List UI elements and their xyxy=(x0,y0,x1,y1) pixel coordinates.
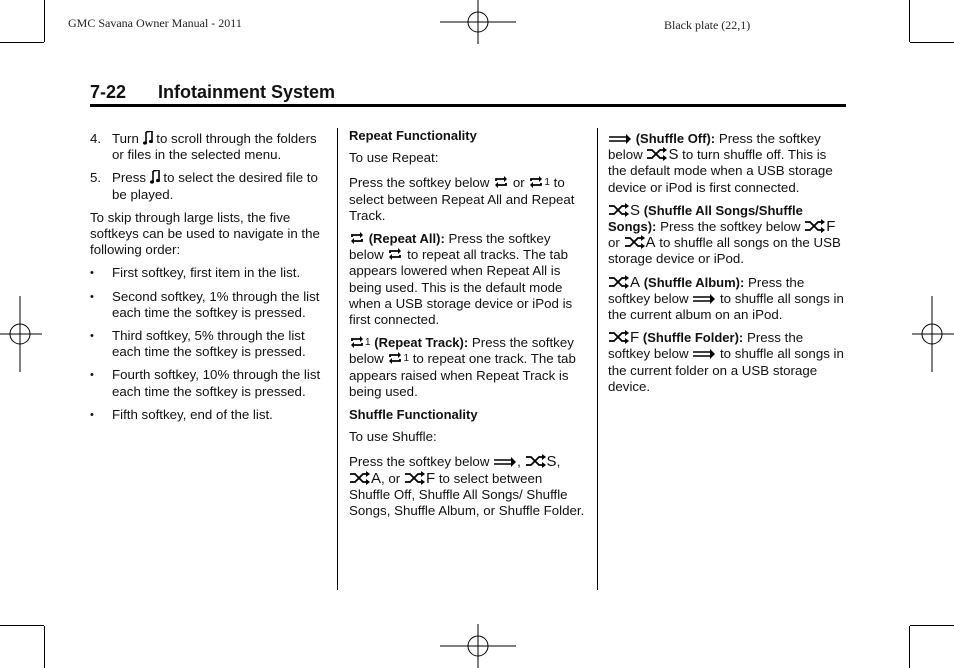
step-text-post: to scroll through the folders or files in the selected menu. xyxy=(112,131,317,163)
plate-label: Black plate (22,1) xyxy=(664,18,751,32)
step-number: 5. xyxy=(90,170,102,186)
registration-mark xyxy=(440,0,516,44)
text: or xyxy=(608,235,620,251)
bullet-icon: • xyxy=(90,330,94,343)
shuffle-album-icon xyxy=(624,235,656,251)
to-use-shuffle: To use Shuffle: xyxy=(349,429,437,445)
crop-mark xyxy=(909,0,910,42)
text: , xyxy=(517,454,521,470)
bullet-icon: • xyxy=(90,369,94,382)
text: to select between Shuffle Off, Shuffle All Songs/ Shuffle Songs, Shuffle Album, or Shuffle Folder. xyxy=(349,470,585,519)
step-4 xyxy=(90,131,328,163)
list-item-text: Second softkey, 1% through the list each time the softkey is pressed. xyxy=(112,288,320,320)
music-note-icon xyxy=(143,131,153,145)
section-title: Infotainment System xyxy=(158,82,336,102)
repeat-one-icon xyxy=(528,175,550,191)
shuffle-instructions xyxy=(349,454,587,519)
shuffle-off-icon xyxy=(692,346,716,360)
text: Press the softkey below xyxy=(349,231,551,263)
shuffle-folder-paragraph xyxy=(608,330,848,395)
list-item xyxy=(90,265,328,281)
step-text-pre: Press xyxy=(112,170,146,186)
text: Press the softkey below xyxy=(608,330,804,362)
step-text xyxy=(112,131,328,163)
column-divider xyxy=(597,128,598,590)
registration-mark xyxy=(0,296,42,372)
shuffle-songs-icon xyxy=(608,203,640,219)
section-header xyxy=(90,80,846,107)
list-item xyxy=(90,407,328,423)
text: Press the softkey below xyxy=(608,274,805,306)
repeat-heading: Repeat Functionality xyxy=(349,128,477,143)
repeat-icon xyxy=(493,175,509,189)
crop-mark xyxy=(910,625,954,626)
shuffle-album-glyph: A xyxy=(371,469,382,487)
text: Press the softkey below xyxy=(349,175,490,191)
crop-mark xyxy=(910,42,954,43)
to-use-repeat: To use Repeat: xyxy=(349,150,439,166)
text: to shuffle all songs in the current album on an iPod. xyxy=(608,290,844,323)
shuffle-off-icon xyxy=(493,454,517,468)
step-text xyxy=(112,170,328,202)
text: , xyxy=(556,454,561,470)
repeat-one-glyph: 1 xyxy=(403,353,410,365)
column-1 xyxy=(90,131,328,430)
repeat-track-paragraph xyxy=(349,335,587,400)
registration-mark xyxy=(440,624,516,668)
list-item-text: Fourth softkey, 10% through the list each time the softkey is pressed. xyxy=(112,367,321,399)
list-item-text: Fifth softkey, end of the list. xyxy=(112,406,273,422)
text: to repeat all tracks. The tab appears lowered when Repeat All is being used. This is the default mode when a USB storage device or iPod is first connected. xyxy=(349,247,573,328)
step-5 xyxy=(90,170,328,202)
crop-mark xyxy=(909,626,910,668)
shuffle-album-icon xyxy=(608,275,640,291)
shuffle-album-glyph: A xyxy=(630,273,641,291)
repeat-icon xyxy=(349,231,365,245)
page-number: 7-22 xyxy=(90,82,127,102)
bullet-icon: • xyxy=(90,408,94,421)
text: to repeat one track. The tab appears raised when Repeat Track is being used. xyxy=(349,351,576,399)
text: Press the softkey below xyxy=(349,454,490,470)
list-item xyxy=(90,289,328,321)
shuffle-off-label: (Shuffle Off): xyxy=(635,131,716,146)
column-2 xyxy=(349,128,587,526)
crop-mark xyxy=(44,626,45,668)
text: Press the softkey below xyxy=(608,131,821,163)
shuffle-folder-glyph: F xyxy=(425,469,436,487)
shuffle-album-label: (Shuffle Album): xyxy=(643,274,745,290)
text: to select between Repeat All and Repeat Track. xyxy=(349,175,575,223)
shuffle-album-icon xyxy=(349,471,381,487)
shuffle-folder-icon xyxy=(404,471,435,487)
text: to shuffle all songs on the USB storage device or iPod. xyxy=(608,235,841,267)
text: or xyxy=(512,175,525,191)
text: to turn shuffle off. This is the default mode when a USB storage device or iPod is first connected. xyxy=(608,147,833,195)
repeat-all-label: (Repeat All): xyxy=(368,231,445,247)
document-title: GMC Savana Owner Manual - 2011 xyxy=(68,16,242,30)
shuffle-all-paragraph xyxy=(608,203,848,268)
shuffle-folder-icon xyxy=(608,330,639,346)
text: Press the softkey below xyxy=(660,219,801,235)
shuffle-folder-glyph: F xyxy=(826,218,836,236)
list-item xyxy=(90,367,328,399)
column-3 xyxy=(608,131,848,402)
repeat-track-label: (Repeat Track): xyxy=(374,335,469,351)
shuffle-songs-icon xyxy=(525,454,557,470)
repeat-icon xyxy=(387,247,403,261)
step-text-pre: Turn xyxy=(112,131,139,146)
shuffle-folder-glyph: F xyxy=(630,329,640,347)
shuffle-folder-icon xyxy=(804,219,835,235)
shuffle-album-glyph: A xyxy=(645,234,656,252)
repeat-one-glyph: 1 xyxy=(544,177,550,189)
crop-mark xyxy=(44,0,45,42)
crop-mark xyxy=(0,625,44,626)
music-note-icon xyxy=(150,170,160,184)
crop-mark xyxy=(0,42,44,43)
shuffle-songs-glyph: S xyxy=(668,146,679,164)
shuffle-album-paragraph xyxy=(608,275,848,324)
list-item xyxy=(90,328,328,360)
text: , or xyxy=(381,470,401,486)
bullet-icon: • xyxy=(90,267,94,280)
shuffle-songs-glyph: S xyxy=(546,453,557,471)
registration-mark xyxy=(912,296,954,372)
repeat-one-icon xyxy=(387,351,409,367)
shuffle-folder-label: (Shuffle Folder): xyxy=(642,330,744,346)
step-text-post: to select the desired file to be played. xyxy=(112,170,318,202)
column-divider xyxy=(337,128,338,590)
bullet-icon: • xyxy=(90,290,94,303)
step-number: 4. xyxy=(90,131,102,146)
repeat-all-paragraph xyxy=(349,231,587,328)
shuffle-songs-glyph: S xyxy=(630,201,641,219)
list-item-text: First softkey, first item in the list. xyxy=(112,265,301,281)
shuffle-off-icon xyxy=(608,131,632,145)
list-item-text: Third softkey, 5% through the list each time the softkey is pressed. xyxy=(112,328,306,360)
intro-paragraph: To skip through large lists, the five softkeys can be used to navigate in the following order: xyxy=(90,209,320,258)
shuffle-off-icon xyxy=(692,291,716,305)
text: Press the softkey below xyxy=(349,335,574,367)
repeat-one-glyph: 1 xyxy=(365,337,371,349)
repeat-one-icon xyxy=(349,335,371,351)
shuffle-songs-icon xyxy=(646,147,678,163)
shuffle-heading: Shuffle Functionality xyxy=(349,407,478,423)
repeat-instructions xyxy=(349,175,587,224)
shuffle-all-label: (Shuffle All Songs/Shuffle Songs): xyxy=(608,202,803,235)
shuffle-off-paragraph xyxy=(608,131,848,196)
text: to shuffle all songs in the current folder on a USB storage device. xyxy=(608,346,844,394)
